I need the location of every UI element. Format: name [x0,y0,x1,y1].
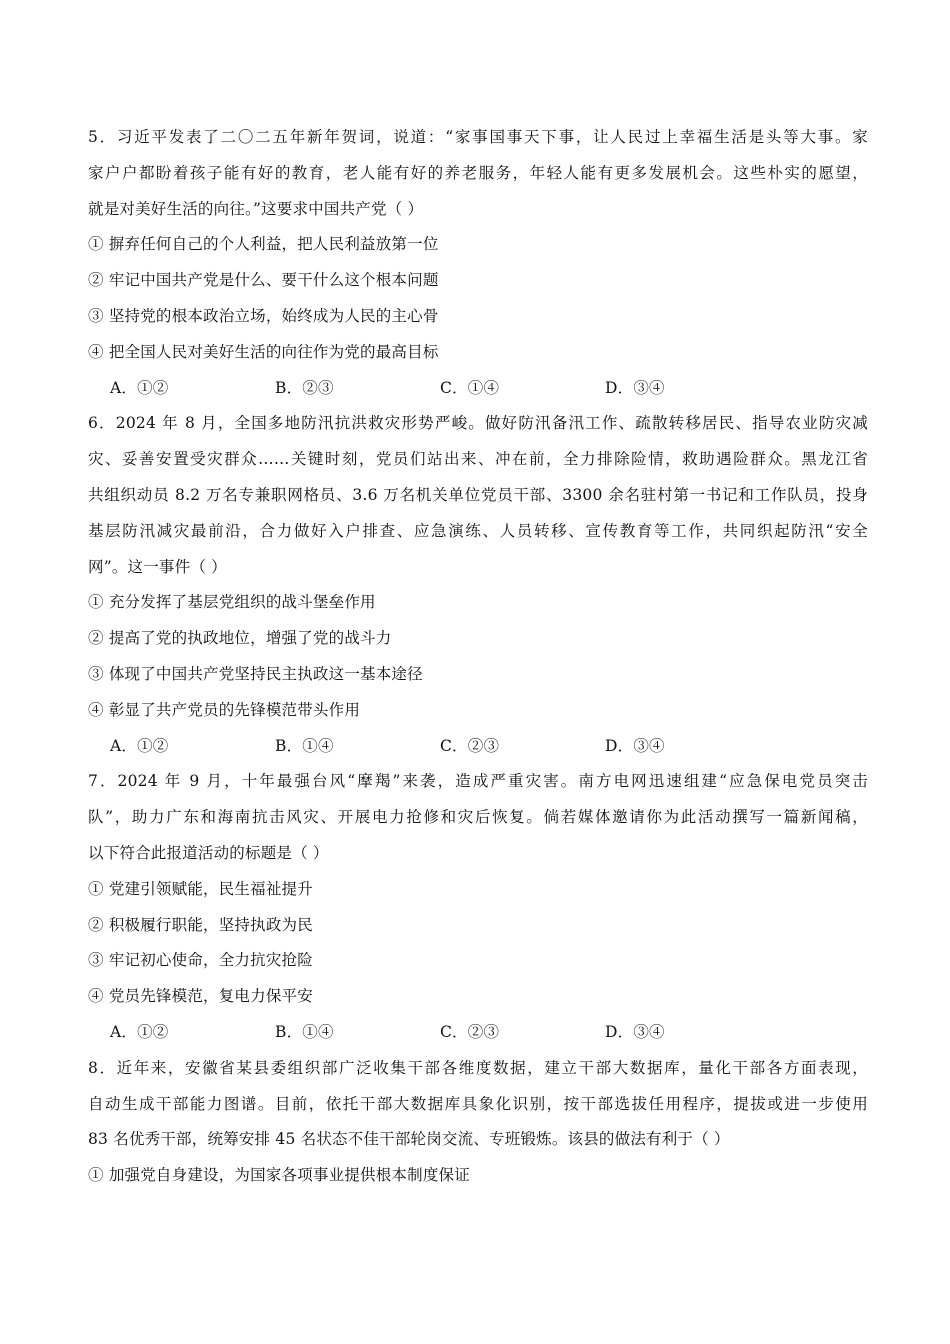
statement-option: ③ 坚持党的根本政治立场，始终成为人民的主心骨 [88,306,439,325]
question-stem-line: 以下符合此报道活动的标题是（ ） [88,843,329,862]
answer-choices [88,729,868,765]
statement-option: ② 牢记中国共产党是什么、要干什么这个根本问题 [88,271,439,290]
choice-c: C．②③ [440,1022,500,1041]
question-stem-line: 家户户都盼着孩子能有好的教育，老人能有好的养老服务，年轻人能有更多发展机会。这些朴实的愿望， [88,163,868,182]
statement-option: ④ 把全国人民对美好生活的向往作为党的最高目标 [88,342,439,361]
question-stem-line: 队”，助力广东和海南抗击风灾、开展电力抢修和灾后恢复。倘若媒体邀请你为此活动撰写一篇新闻稿， [88,808,868,827]
question-stem-line: 6．2024 年 8 月，全国多地防汛抗洪救灾形势严峻。做好防汛备汛工作、疏散转移居民、指导农业防灾减 [88,414,868,433]
choice-b: B．①④ [275,736,334,755]
statement-option: ② 提高了党的执政地位，增强了党的战斗力 [88,629,392,648]
answer-choices [88,1015,868,1051]
question-stem-line: 5．习近平发表了二〇二五年新年贺词，说道：“家事国事天下事，让人民过上幸福生活是头等大事。家 [88,128,868,146]
choice-c: C．②③ [440,736,500,755]
statement-option: ① 党建引领赋能，民生福祉提升 [88,879,313,898]
document-page [88,120,868,1194]
statement-option: ④ 党员先锋模范，复电力保平安 [88,987,313,1006]
statement-option: ① 加强党自身建设，为国家各项事业提供根本制度保证 [88,1166,470,1185]
statement-option: ① 摒弃任何自己的个人利益，把人民利益放第一位 [88,235,439,254]
question-stem-line: 网”。这一事件（ ） [88,557,227,576]
choice-c: C．①④ [440,378,500,397]
question-stem-line: 83 名优秀干部，统筹安排 45 名状态不佳干部轮岗交流、专班锻炼。该县的做法有利于（ ） [88,1130,730,1149]
choice-a: A．①② [110,1022,169,1041]
question-stem-line: 灾、妥善安置受灾群众……关键时刻，党员们站出来、冲在前，全力排除险情，救助遇险群众。黑龙江省 [88,450,868,469]
choice-d: D．③④ [605,1022,665,1041]
statement-option: ① 充分发挥了基层党组织的战斗堡垒作用 [88,593,376,612]
answer-choices [88,371,868,407]
question-5 [88,120,868,406]
choice-a: A．①② [110,736,169,755]
statement-option: ③ 体现了中国共产党坚持民主执政这一基本途径 [88,664,423,683]
question-stem-line: 就是对美好生活的向往。”这要求中国共产党（ ） [88,199,424,218]
choice-d: D．③④ [605,736,665,755]
choice-b: B．①④ [275,1022,334,1041]
question-stem-line: 8．近年来，安徽省某县委组织部广泛收集干部各维度数据，建立干部大数据库，量化干部各方面表现， [88,1058,868,1077]
statement-option: ② 积极履行职能，坚持执政为民 [88,915,313,934]
choice-b: B．②③ [275,378,334,397]
question-6 [88,406,868,764]
statement-option: ④ 彰显了共产党员的先锋模范带头作用 [88,700,361,719]
question-stem-line: 基层防汛减灾最前沿，合力做好入户排查、应急演练、人员转移、宣传教育等工作，共同织起防汛“安全 [88,521,868,540]
question-7 [88,764,868,1050]
choice-a: A．①② [110,378,169,397]
question-8 [88,1051,868,1194]
question-stem-line: 共组织动员 8.2 万名专兼职网格员、3.6 万名机关单位党员干部、3300 余名驻村第一书记和工作队员，投身 [88,485,868,504]
question-stem-line: 自动生成干部能力图谱。目前，依托干部大数据库具象化识别，按干部选拔任用程序，提拔或进一步使用 [88,1094,868,1113]
choice-d: D．③④ [605,378,665,397]
question-stem-line: 7．2024 年 9 月，十年最强台风“摩羯”来袭，造成严重灾害。南方电网迅速组建“应急保电党员突击 [88,772,868,791]
statement-option: ③ 牢记初心使命，全力抗灾抢险 [88,951,313,970]
